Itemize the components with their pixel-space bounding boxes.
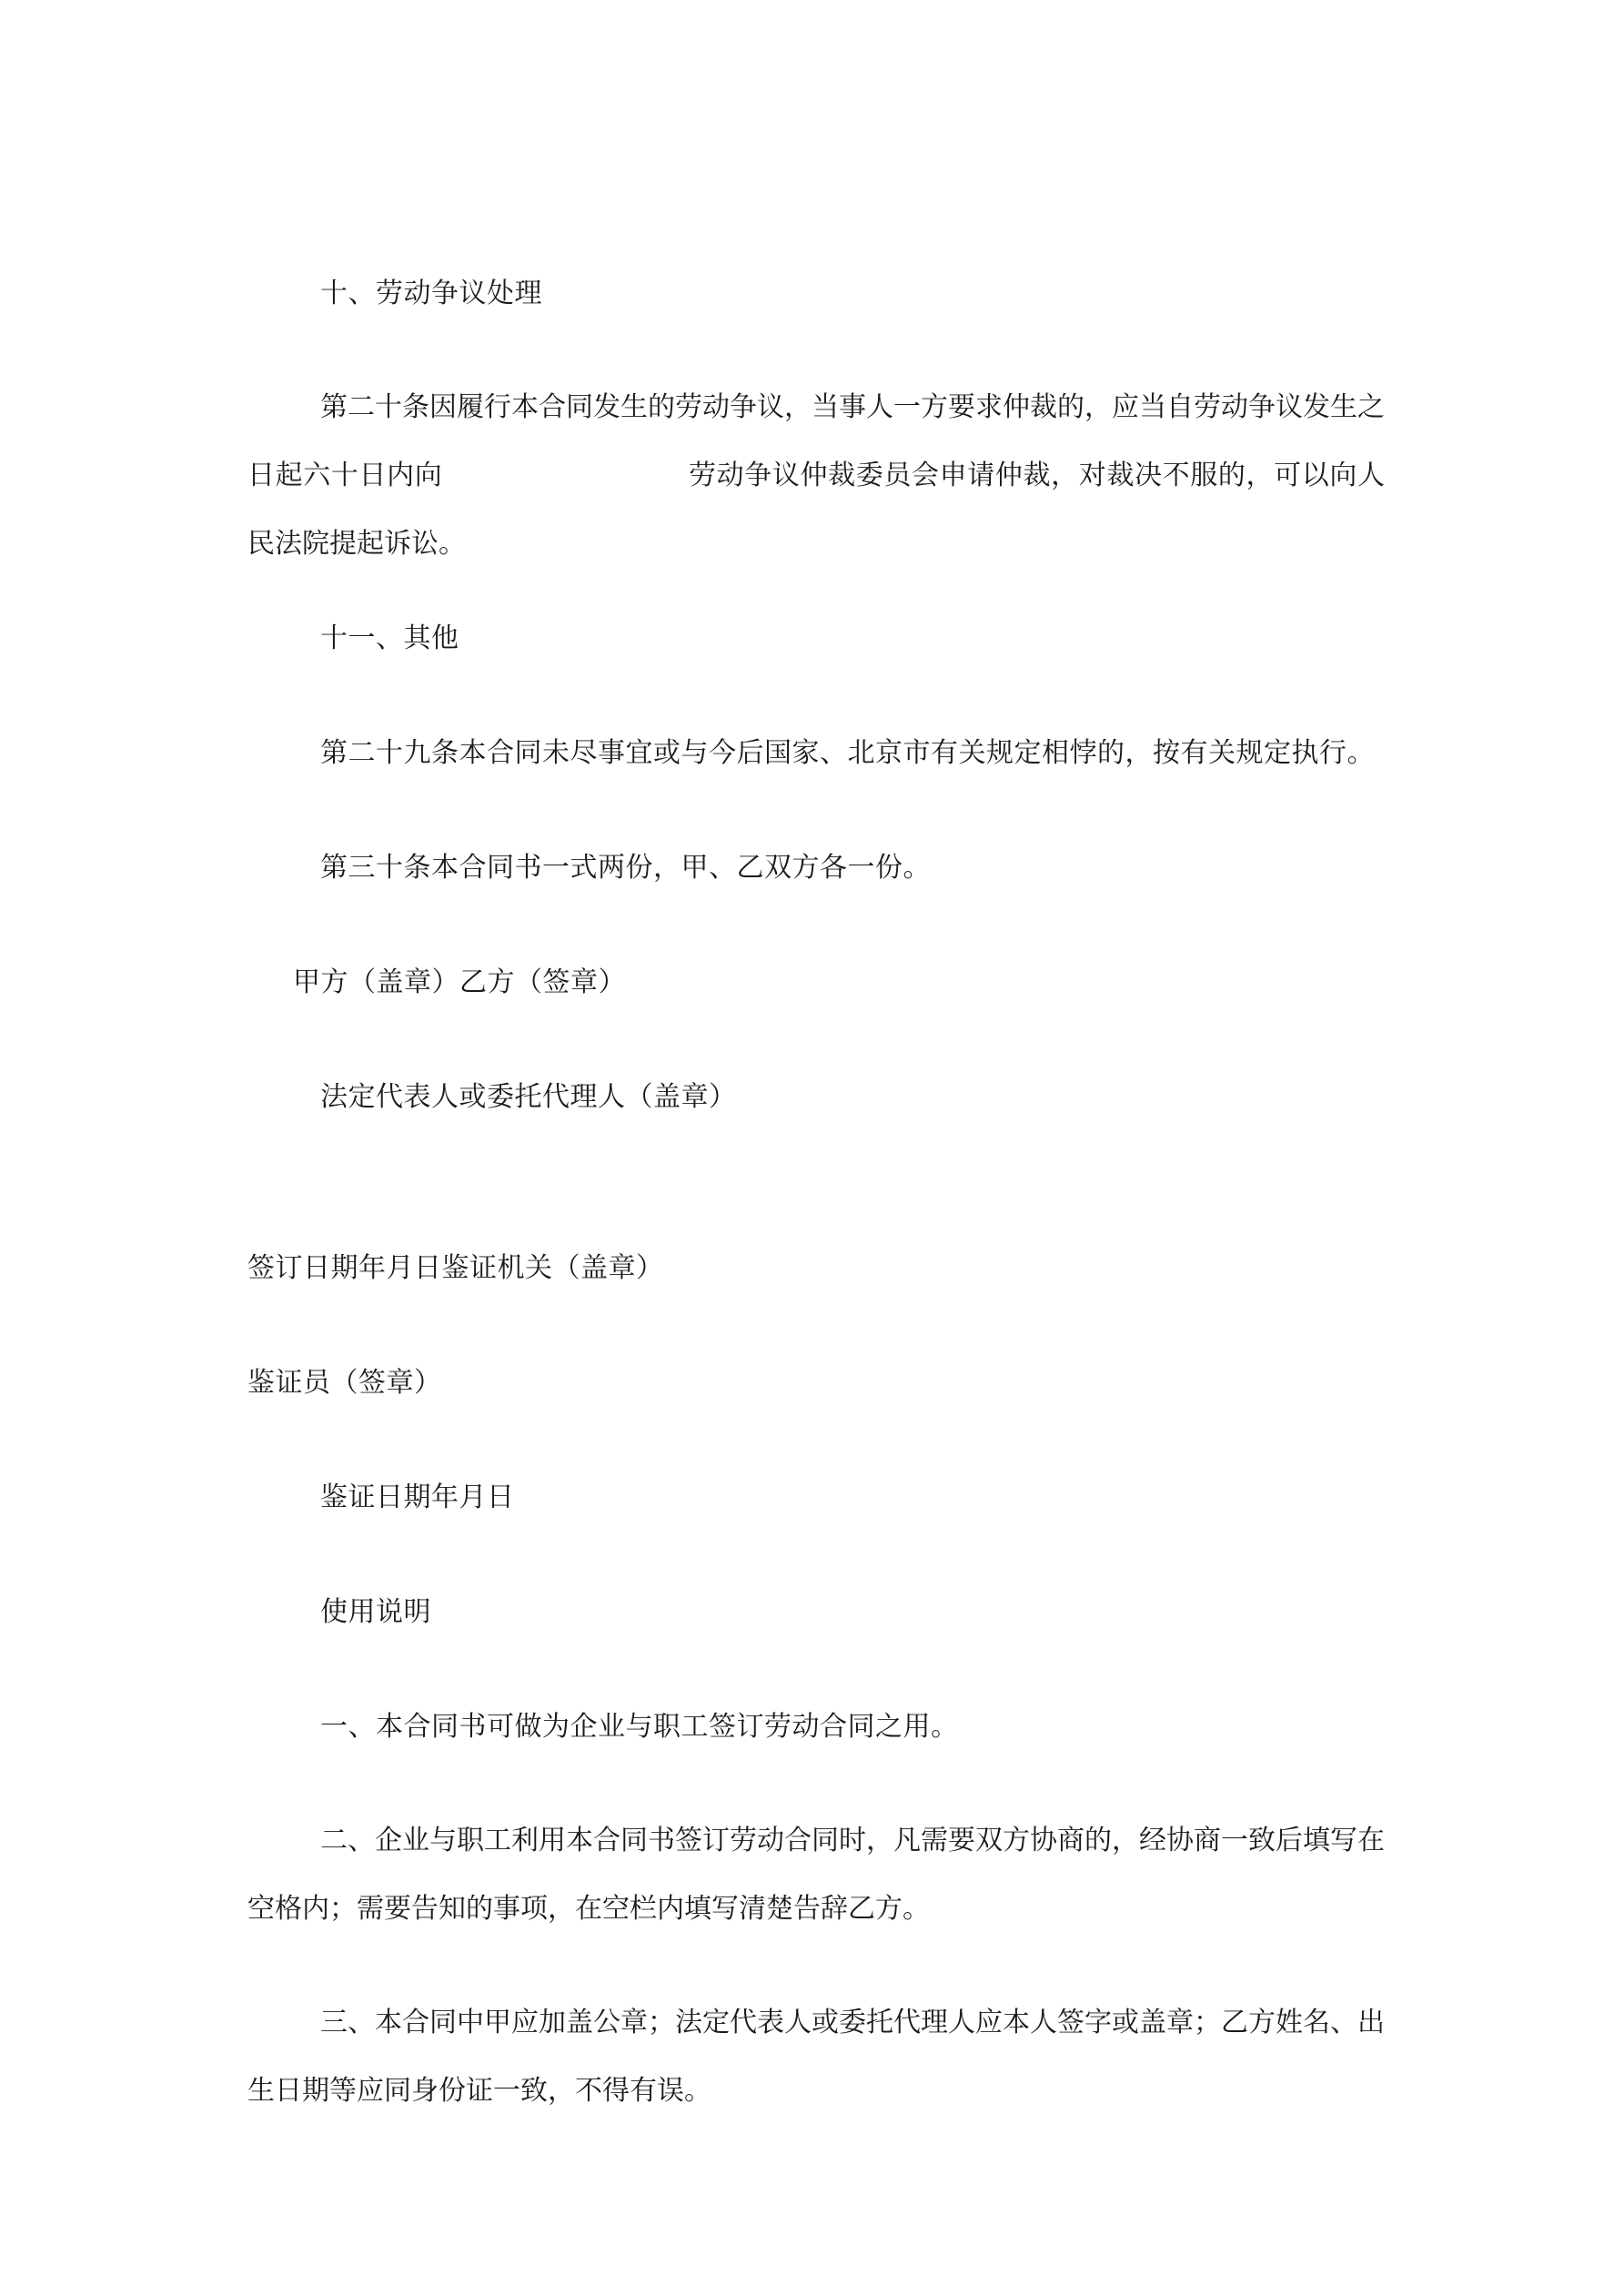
- verifier-line: 鉴证员（签章）: [247, 1367, 442, 1399]
- verification-date-line: 鉴证日期年月日: [320, 1482, 515, 1513]
- article-29-paragraph: 第二十九条本合同未尽事宜或与今后国家、北京市有关规定相悖的，按有关规定执行。: [320, 737, 1375, 769]
- article-20-paragraph: [247, 373, 1385, 578]
- usage-item-3: 三、本合同中甲应加盖公章；法定代表人或委托代理人应本人签字或盖章；乙方姓名、出生日期等应同身份证一致，不得有误。: [247, 2007, 1385, 2107]
- section-10-heading: 十、劳动争议处理: [320, 278, 542, 309]
- legal-representative-line: 法定代表人或委托代理人（盖章）: [320, 1081, 737, 1113]
- usage-instructions-heading: 使用说明: [320, 1596, 431, 1628]
- parties-signature-line: 甲方（盖章）乙方（签章）: [293, 966, 626, 998]
- signing-date-line: 签订日期年月日鉴证机关（盖章）: [247, 1252, 664, 1284]
- usage-item-1: 一、本合同书可做为企业与职工签订劳动合同之用。: [320, 1711, 959, 1743]
- article-20-text-start: 第二十条因履行本合同发生的劳动争议，当事人一方要求仲裁的，应当自劳动争议发生之日起六十日内向: [247, 391, 1385, 491]
- article-20-text-end: 劳动争议仲裁委员会申请仲裁，对裁决不服的，可以向人民法院提起诉讼。: [247, 460, 1385, 560]
- usage-item-2: 二、企业与职工利用本合同书签订劳动合同时，凡需要双方协商的，经协商一致后填写在空格内；需要告知的事项，在空栏内填写清楚告辞乙方。: [247, 1825, 1385, 1925]
- section-11-heading: 十一、其他: [320, 622, 459, 654]
- article-30-paragraph: 第三十条本合同书一式两份，甲、乙双方各一份。: [320, 852, 931, 884]
